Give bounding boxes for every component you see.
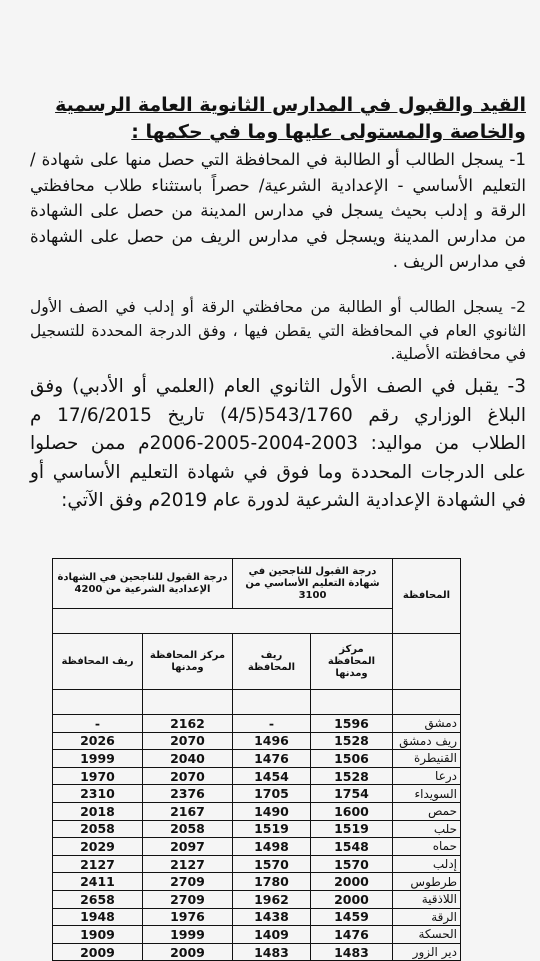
table-row (53, 890, 461, 908)
paragraph-3: 3- يقبل في الصف الأول الثانوي العام (العلمي أو الأدبي) وفق البلاغ الوزاري رقم 543/1760(4/5) تاريخ 17/6/2015 م الطلاب من مواليد: 2003-2004-2005-2006م ممن حصلوا على الدرجات المحددة وما فوق في شهادة التعليم الأساسي أو في الشهادة الإعدادية الشرعية لدورة عام 2019م وفق الآتي: (30, 376, 526, 511)
table-row (53, 926, 461, 944)
governorate-cell: طرطوس (393, 873, 461, 891)
basic-center-score-cell: 1506 (311, 750, 393, 768)
sharia-center-score-cell: 2070 (143, 732, 233, 750)
sharia-rural-score-cell: 1948 (53, 908, 143, 926)
governorate-cell: الرقة (393, 908, 461, 926)
sharia-center-score-cell: 2040 (143, 750, 233, 768)
table-row (53, 838, 461, 856)
sharia-center-score-cell: 2097 (143, 838, 233, 856)
sharia-center-score-cell: 2058 (143, 820, 233, 838)
sharia-rural-score-cell: 2310 (53, 785, 143, 803)
governorate-cell: ريف دمشق (393, 732, 461, 750)
basic-center-score-cell: 1570 (311, 855, 393, 873)
paragraph-1: 1- يسجل الطالب أو الطالبة في المحافظة التي حصل منها على شهادة / التعليم الأساسي - الإعدادية الشرعية/ حصراً باستثناء طلاب محافظتي الرقة و إدلب بحيث يسجل في مدارس المدينة من حصل على الشهادة من مدارس المدينة ويسجل في مدارس الريف من حصل على الشهادة في مدارس الريف . (30, 150, 526, 271)
governorate-cell: حلب (393, 820, 461, 838)
paragraph-2: 2- يسجل الطالب أو الطالبة من محافظتي الرقة أو إدلب في الصف الأول الثانوي العام في المحافظة التي يقطن فيها ، وفق الدرجة المحددة للتسجيل في محافظته الأصلية. (30, 298, 526, 363)
basic-rural-score-cell: 1496 (233, 732, 311, 750)
header-basic-education: درجة القبول للناجحين في شهادة التعليم الأساسي من 3100 (233, 559, 393, 609)
basic-center-score-cell: 2000 (311, 873, 393, 891)
basic-center-score-cell: 1528 (311, 767, 393, 785)
basic-rural-score-cell: 1490 (233, 802, 311, 820)
header-sharia-rural: ريف المحافظة (53, 634, 143, 690)
sharia-center-score-cell: 1999 (143, 926, 233, 944)
sharia-rural-score-cell: 2018 (53, 802, 143, 820)
governorate-cell: اللاذقية (393, 890, 461, 908)
basic-center-score-cell: 1548 (311, 838, 393, 856)
table-row (53, 732, 461, 750)
governorate-cell: حمص (393, 802, 461, 820)
table-row (53, 908, 461, 926)
sharia-center-score-cell: 2127 (143, 855, 233, 873)
basic-rural-score-cell: 1498 (233, 838, 311, 856)
table-row (53, 943, 461, 961)
sharia-center-score-cell: 2162 (143, 715, 233, 733)
basic-center-score-cell: 1600 (311, 802, 393, 820)
sharia-rural-score-cell: 1970 (53, 767, 143, 785)
basic-rural-score-cell: 1483 (233, 943, 311, 961)
basic-center-score-cell: 1596 (311, 715, 393, 733)
sharia-rural-score-cell: 1999 (53, 750, 143, 768)
basic-rural-score-cell: 1409 (233, 926, 311, 944)
sharia-rural-score-cell: 2411 (53, 873, 143, 891)
sharia-rural-score-cell: 2127 (53, 855, 143, 873)
table-row (53, 855, 461, 873)
sharia-center-score-cell: 2709 (143, 890, 233, 908)
sharia-rural-score-cell: 1909 (53, 926, 143, 944)
basic-rural-score-cell: 1962 (233, 890, 311, 908)
header-sharia-preparatory: درجة القبول للناجحين في الشهادة الإعدادية الشرعية من 4200 (53, 559, 233, 609)
governorate-cell: درعا (393, 767, 461, 785)
basic-rural-score-cell: 1570 (233, 855, 311, 873)
governorate-cell: إدلب (393, 855, 461, 873)
table-row (53, 785, 461, 803)
sharia-center-score-cell: 1976 (143, 908, 233, 926)
basic-center-score-cell: 1459 (311, 908, 393, 926)
sharia-center-score-cell: 2070 (143, 767, 233, 785)
basic-center-score-cell: 2000 (311, 890, 393, 908)
basic-center-score-cell: 1519 (311, 820, 393, 838)
governorate-cell: القنيطرة (393, 750, 461, 768)
sharia-center-score-cell: 2009 (143, 943, 233, 961)
governorate-cell: دمشق (393, 715, 461, 733)
basic-center-score-cell: 1528 (311, 732, 393, 750)
sharia-rural-score-cell: 2029 (53, 838, 143, 856)
table-row (53, 820, 461, 838)
header-sharia-center: مركز المحافظة ومدنها (143, 634, 233, 690)
sharia-rural-score-cell: 2658 (53, 890, 143, 908)
table-row (53, 802, 461, 820)
basic-center-score-cell: 1476 (311, 926, 393, 944)
header-basic-rural: ريف المحافظة (233, 634, 311, 690)
governorate-cell: حماه (393, 838, 461, 856)
sharia-rural-score-cell: 2009 (53, 943, 143, 961)
document-title: القيد والقبول في المدارس الثانوية العامة الرسمية والخاصة والمستولى عليها وما في حكمها : (55, 94, 526, 143)
sharia-rural-score-cell: 2058 (53, 820, 143, 838)
basic-rural-score-cell: 1454 (233, 767, 311, 785)
basic-rural-score-cell: 1476 (233, 750, 311, 768)
basic-rural-score-cell: 1519 (233, 820, 311, 838)
table-row (53, 767, 461, 785)
table-row (53, 715, 461, 733)
governorate-cell: دير الزور (393, 943, 461, 961)
header-governorate: المحافظة (393, 559, 461, 634)
table-row (53, 750, 461, 768)
basic-rural-score-cell: - (233, 715, 311, 733)
basic-rural-score-cell: 1705 (233, 785, 311, 803)
basic-center-score-cell: 1483 (311, 943, 393, 961)
governorate-cell: السويداء (393, 785, 461, 803)
sharia-center-score-cell: 2376 (143, 785, 233, 803)
basic-center-score-cell: 1754 (311, 785, 393, 803)
basic-rural-score-cell: 1438 (233, 908, 311, 926)
table-row (53, 873, 461, 891)
sharia-rural-score-cell: 2026 (53, 732, 143, 750)
basic-rural-score-cell: 1780 (233, 873, 311, 891)
header-basic-center: مركز المحافظة ومدنها (311, 634, 393, 690)
admission-scores-table (52, 558, 461, 961)
sharia-rural-score-cell: - (53, 715, 143, 733)
sharia-center-score-cell: 2709 (143, 873, 233, 891)
governorate-cell: الحسكة (393, 926, 461, 944)
sharia-center-score-cell: 2167 (143, 802, 233, 820)
